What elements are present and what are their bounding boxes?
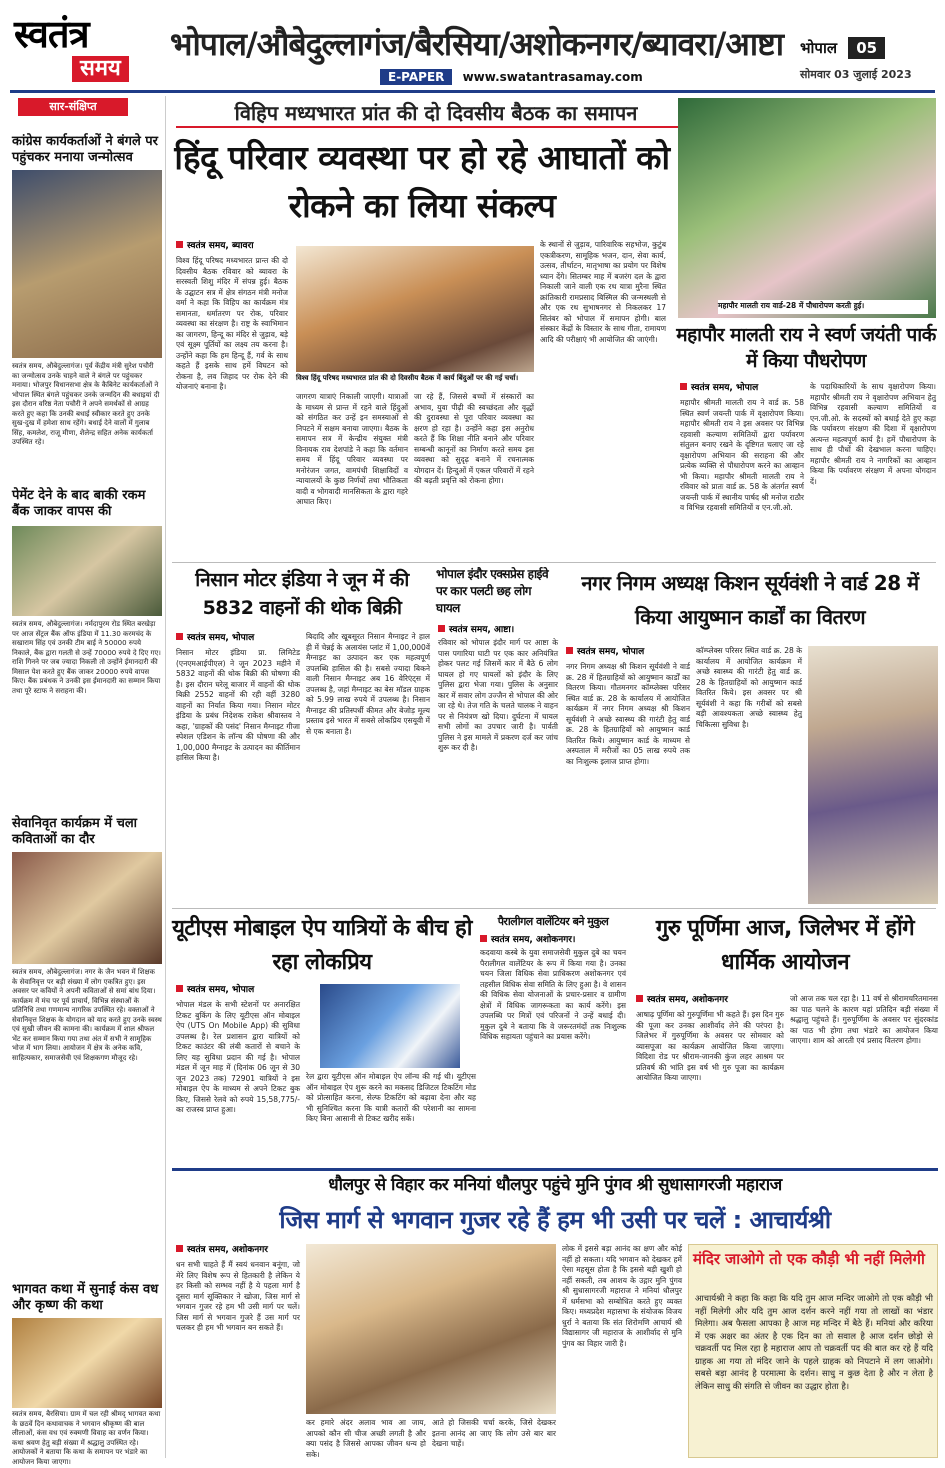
logo-top-text: स्वतंत्र <box>14 11 89 56</box>
brief-text: स्वतंत्र समय, औबेदुल्लागंज। नगर के जैन भवन में शिक्षक के सेवानिवृत्त पर बड़ी संख्या में लोग एकत्रित हुए। इस अवसर पर कवियों ने अपनी कविताओं से समां बांध दिया। कार्यक्रम में मंच पर पूर्व प्राचार्य, विभिन्न संस्थाओं के प्रतिनिधि तथा गणमान्य नागरिक उपस्थित रहे। वक्ताओं ने सेवानिवृत्त शिक्षक के योगदान को याद करते हुए उनके स्वस्थ एवं सुखी जीवन की कामना की। कार्यक्रम में शाल श्रीफल भेंट कर सम्मान किया गया तथा अंत में सभी ने सामूहिक भोज में भाग लिया। आयोजन में क्षेत्र के अनेक कवि, साहित्यकार, समाजसेवी एवं शिक्षकगण मौजूद रहे। <box>12 968 162 1062</box>
brief-text: स्वतंत्र समय, औबेदुल्लागंज। नर्मदापुरम रोड स्थित बरखेड़ा पर आज सेंट्रल बैंक ऑफ इंडिया में 11.30 करमचंद के सखाराम सिंह एवं उनकी टीम बाई ने 50000 रुपये निकाले, बैंक द्वारा गलती से उन्हें 70000 रुपये दे दिए गए। राशि गिनने पर जब ज्यादा निकली तो उन्होंने ईमानदारी की मिसाल पेश करते हुए बैंक जाकर 20000 रुपये वापस किए। बैंक प्रबंधक ने उनकी इस ईमानदारी का सम्मान किया तथा पूरे स्टाफ ने सराहना की। <box>12 620 161 695</box>
paralegal-body: कदवाया कस्बे के युवा समाजसेवी मुकुल दुबे का चयन पैरालीगल वालेंटियर के रूप में किया गया है। उनका चयन जिला विधिक सेवा प्राधिकरण अशोकनगर एवं तहसील विधिक सेवा समिति के लिए हुआ है। वे शासन की विधिक सेवा योजनाओं के प्रचार-प्रसार व ग्रामीण क्षेत्रों में विधिक जागरूकता का कार्य करेंगे। इस उपलब्धि पर मित्रों एवं परिजनों ने उन्हें बधाई दी। मुकुल दुबे ने बताया कि वे जरूरतमंदों तक निःशुल्क विधिक सहायता पहुंचाने का प्रयास करेंगे। <box>480 948 626 1041</box>
ayushman-body-col2: कॉम्प्लेक्स परिसर स्थित वार्ड क्र. 28 के कार्यालय में आयोजित कार्यक्रम में अच्छे स्वास्थ्य की गारंटी हेतु वार्ड क्र. 28 के हितग्राहियों को आयुष्मान कार्ड वितरित किये। इस अवसर पर श्री सूर्यवंशी ने कहा कि गरीबों को सबसे बड़ी आवश्यकता अच्छे स्वास्थ्य हेतु चिकित्सा सुविधा है। <box>696 646 802 729</box>
paralegal-byline: स्वतंत्र समय, अशोकनगर। <box>480 934 626 946</box>
ayushman-photo <box>808 646 938 904</box>
uts-headline: यूटीएस मोबाइल ऐप यात्रियों के बीच हो रहा लोकप्रिय <box>172 916 472 975</box>
lead-body-col3: जा रहे हैं, जिससे बच्चों में संस्कारों का अभाव, युवा पीढ़ी की स्वच्छंदता और वृद्धों की दुरावस्था से पूरा परिवार व्यवस्था का क्षरण हो रहा है। उन्होंने कहा इस अनुरोध करते हैं कि शिक्षा नीति बनाने और परिवार सम्बन्धी कानूनों का निर्माण करते समय इस व्यवस्था को सुदृढ़ बनाने में रचनात्मक योगदान दें। हिन्दुओं में एकल परिवारों में रहने की बढ़ती प्रवृत्ति को रोकना होगा। <box>414 392 534 485</box>
brief-photo <box>12 170 162 358</box>
brief-photo <box>12 1318 162 1408</box>
epaper-bar <box>380 68 800 86</box>
lead-headline: हिंदू परिवार व्यवस्था पर हो रहे आघातों को रोकने का लिया संकल्प <box>174 138 670 225</box>
brief-title: पेमेंट देने के बाद बाकी रकम बैंक जाकर वापस की <box>12 488 146 519</box>
acharya-body-mid2: आते हो जिसकी चर्चा करके, जिसे देखकर इतना आनंद आ जाए कि लोग उसे बार बार देखना चाहें। <box>432 1418 556 1448</box>
acharya-headline: जिस मार्ग से भगवान गुजर रहे हैं हम भी उसी पर चलें : आचार्यश्री <box>279 1206 831 1234</box>
edition-cities: भोपाल/औबेदुल्लागंज/बैरसिया/अशोकनगर/ब्यावरा/आष्टा <box>170 25 784 63</box>
acharya-photo <box>306 1244 556 1414</box>
mayor-body-col1: महापौर श्रीमती मालती राय ने वार्ड क्र. 58 स्थित स्वर्ण जयन्ती पार्क में वृक्षारोपण किया। महापौर श्रीमती राय ने इस अवसर पर विभिन्न रहवासी कल्याण समितियों द्वारा पर्यावरण संतुलन बनाए रखने के दृष्टिगत चलाए जा रहे वृक्षारोपण अभियान की सराहना की और प्रत्येक व्यक्ति से पौधारोपण करने का आव्हान भी किया। महापौर श्रीमती मालती राय ने रविवार को प्रातः वार्ड क्र. 58 के अंतर्गत स्वर्ण जयन्ती पार्क में स्थानीय पार्षद श्री मनोज राठौर व विभिन्न रहवासी समितियों व एन.जी.ओ. <box>680 398 804 512</box>
brief-text: स्वतंत्र समय, बैरसिया। ग्राम में चल रही श्रीमद् भागवत कथा के छठवें दिन कथावाचक ने भगवान श्रीकृष्ण की बाल लीलाओं, कंस वध एवं रुक्मणी विवाह का वर्णन किया। कथा श्रवण हेतु बड़ी संख्या में श्रद्धालु उपस्थित रहे। आयोजकों ने बताया कि कथा के समापन पर भंडारे का आयोजन किया जाएगा। <box>12 1410 161 1466</box>
brief-title: सेवानिवृत कार्यक्रम में चला कविताओं का दौर <box>12 816 138 847</box>
section-divider <box>172 908 936 909</box>
acharya-body-mid: कर हमारे अंदर अलाव भाव आ जाय, आपको कौन सी चीज अच्छी लगती है और क्या पसंद है जिससे आपका जीवन धन्य हो सके। <box>306 1418 426 1459</box>
uts-body-col1: भोपाल मंडल के सभी स्टेशनों पर अनारक्षित टिकट बुकिंग के लिए यूटीएस ऑन मोबाइल ऐप (UTS On Mobile App) की सुविधा उपलब्ध है। रेल प्रशासन द्वारा यात्रियों को टिकट काउंटर की लंबी कतारों से बचाने के लिए यह सुविधा प्रदान की गई है। भोपाल मंडल में जून माह में (दिनांक 06 जून से 30 जून 2023 तक) 72901 यात्रियों ने इस मोबाइल ऐप के माध्यम से अपने टिकट बुक किए, जिससे रेलवे को रुपये 15,58,775/- का राजस्व प्राप्त हुआ। <box>176 1000 300 1114</box>
nissan-headline: निसान मोटर इंडिया ने जून में की 5832 वाहनों की थोक बिक्री <box>195 569 409 619</box>
nissan-body-col2: बिदादि और खूबसूरत निसान मैग्नाइट ने हाल ही में चेन्नई के अलायंस प्लांट में 1,00,000वें मैग्नाइट का उत्पादन कर एक महत्वपूर्ण उपलब्धि हासिल की है। सबसे ज्यादा बिकने वाली निसान मैग्नाइट अब 16 वेरिएंट्स में उपलब्ध है, जहां मैग्नाइट का बेस मॉडल ग्राहक को 5.99 लाख रुपये में उपलब्ध है। निसान मैग्नाइट की प्रतिस्पर्धी कीमत और बेजोड़ मूल्य प्रस्ताव इसे भारत में सबसे लोकप्रिय एसयूवी में से एक बनाता है। <box>306 632 430 736</box>
brief-text: स्वतंत्र समय, औबेदुल्लागंज। पूर्व केंद्रीय मंत्री सुरेश पचौरी का जन्मोत्सव उनके चाहने वाले ने बंगले पर पहुंचकर मनाया। भोजपुर विधानसभा क्षेत्र के कैबिनेट कार्यकर्ताओं ने भोपाल स्थित बंगले पहुंचकर उनके जन्मदिन की बधाइयां दी इस दौरान वरिष्ठ नेता पचौरी ने अपने समर्थकों से आग्रह करते हुए कहा कि उनकी बधाई स्वीकार करते हुए उनके सुख-दुख में हमेशा साथ रहेंगे। बधाई देने वालों में गुलाब सिंह, कमलेश, राजू मीणा, शैलेन्द्र सहित अनेक कार्यकर्ता उपस्थित रहे। <box>12 362 160 446</box>
mayor-photo <box>678 98 936 318</box>
accident-body: रविवार को भोपाल इंदौर मार्ग पर आष्टा के पास पगारिया घाटी पर एक कार अनियंत्रित होकर पलट गई जिसमें कार में बैठे 6 लोग घायल हो गए घायलों को इंदौर के लिए पुलिस द्वारा भेजा गया। पुलिस के अनुसार कार में सवार लोग उज्जैन से भोपाल की ओर जा रहे थे। तेज गति के चलते चालक ने वाहन पर से नियंत्रण खो दिया। दुर्घटना में घायल सभी लोगों का उपचार जारी है। पार्वती पुलिस ने इस मामले में प्रकरण दर्ज कर जांच शुरू कर दी है। <box>438 638 558 752</box>
section-rule <box>172 1168 938 1171</box>
quote-title: मंदिर जाओगे तो एक कौड़ी भी नहीं मिलेगी <box>693 1250 925 1268</box>
nissan-byline: स्वतंत्र समय, भोपाल <box>176 632 296 644</box>
acharya-body-col1: धन सभी चाहते हैं मैं स्वयं धनवान बनूंगा, जो मेरे लिए विशेष रूप से हितकारी है लेकिन ये हर किसी को सम्भव नहीं है ये पहला मार्ग है दूसरा मार्ग सूक्तिकार ने खोजा, जिस मार्ग से भगवान गुजर रहे हम भी उसी मार्ग पर चलें। जिस मार्ग से भगवान गुजरे हैं उस मार्ग पर चलकर ही हम भी भगवान बन सकते हैं। <box>176 1260 300 1332</box>
issue-date: सोमवार 03 जुलाई 2023 <box>800 68 912 81</box>
lead-photo <box>296 246 534 386</box>
website-link[interactable]: www.swatantrasamay.com <box>462 70 643 84</box>
guru-headline: गुरु पूर्णिमा आज, जिलेभर में होंगे धार्मिक आयोजन <box>655 916 915 975</box>
guru-byline: स्वतंत्र समय, अशोकनगर <box>636 994 776 1006</box>
lead-byline: स्वतंत्र समय, ब्यावरा <box>176 240 296 252</box>
uts-body-col2: रेल द्वारा यूटीएस ऑन मोबाइल ऐप लॉन्च की गई थी। यूटीएस ऑन मोबाइल ऐप शुरू करने का मकसद डिजिटल टिकटिंग मोड को प्रोत्साहित करना, सेल्फ टिकटिंग को बढ़ावा देना और यह भी सुनिश्चित करना कि यात्री कतारों की परेशानी का सामना किए बिना आसानी से टिकट खरीद सकें। <box>306 1072 476 1123</box>
sidebar-heading: सार-संक्षिप्त <box>18 98 128 116</box>
epaper-label: E-PAPER <box>380 69 452 85</box>
brief-title: कांग्रेस कार्यकर्ताओं ने बंगले पर पहुंचकर मनाया जन्मोत्सव <box>12 134 158 165</box>
brief-title: भागवत कथा में सुनाई कंस वध और कृष्ण की कथा <box>12 1282 159 1313</box>
page-number: 05 <box>848 37 885 59</box>
section-divider <box>172 562 936 563</box>
guru-body-col1: आषाढ़ पूर्णिमा को गुरुपूर्णिमा भी कहते हैं। इस दिन गुरु की पूजा कर उनका आशीर्वाद लेने की परंपरा है। जिलेभर में गुरुपूर्णिमा के अवसर पर सोमवार को व्यासपूजा का कार्यक्रम आयोजित किया जाएगा। विदिशा रोड पर श्रीराम-जानकी कुंज लहर आश्रम पर प्रतिवर्ष की भांति इस वर्ष भी गुरु पूजा का कार्यक्रम आयोजित किया जाएगा। <box>636 1010 784 1082</box>
acharya-body-col2: लोक में इससे बड़ा आनंद का क्षण और कोई नहीं हो सकता। यदि भगवान को देखकर हमें ऐसा महसूस होता है कि इससे बड़ी खुशी हो नहीं सकती, तब आशय के उद्गार मुनि पुंगव श्री सुधासागरजी महाराज ने मनियां धौलपुर में धर्मसभा को सम्बोधित करते हुए व्यक्त किए। मध्यप्रदेश महासभा के संयोजक विजय धुर्रा ने बताया कि संत शिरोमणि आचार्य श्री विद्यासागर जी महाराज के आशीर्वाद से मुनि पुंगव का विहार जारी है। <box>562 1244 682 1348</box>
masthead-divider <box>10 90 935 93</box>
accident-headline: भोपाल इंदौर एक्सप्रेस हाईवे पर कार पलटी छह लोग घायल <box>436 567 549 615</box>
uts-byline: स्वतंत्र समय, भोपाल <box>176 984 296 996</box>
ayushman-body-col1: नगर निगम अध्यक्ष श्री किशन सूर्यवंशी ने वार्ड क्र. 28 में हितग्राहियों को आयुष्मान कार्डों का वितरण किया। गौतमनगर कॉम्प्लेक्स परिसर स्थित वार्ड क्र. 28 के कार्यालय में आयोजित कार्यक्रम में नगर निगम अध्यक्ष श्री किशन सूर्यवंशी ने अच्छे स्वास्थ्य की गारंटी हेतु वार्ड क्र. 28 के हितग्राहियों को आयुष्मान कार्ड वितरित किये। आयुष्मान कार्ड के माध्यम से अस्पताल में मरीजों का 05 लाख रुपये तक का निःशुल्क इलाज प्राप्त होगा। <box>566 662 690 766</box>
lead-body-col2: जागरण यात्राएं निकाली जाएगी। यात्राओं के माध्यम से प्रान्त में रहने वाले हिंदुओं को संगठित कर उन्हें इन समस्याओं से निपटने में सक्षम बनाया जाएगा। बैठक के समापन सत्र में केन्द्रीय संयुक्त मंत्री विनायक राव देशपांडे ने कहा कि वर्तमान समय में हिंदू परिवार व्यवस्था पर मनोरंजन जगत, वामपंथी शिक्षाविदों व न्यायालयों के कुछ निर्णयों तथा भौतिकता वादी व भोगवादी मानसिकता के द्वारा गहरे आघात किए। <box>296 392 408 506</box>
brief-photo <box>12 852 162 964</box>
mayor-byline: स्वतंत्र समय, भोपाल <box>680 382 800 394</box>
lead-kicker: विहिप मध्यभारत प्रांत की दो दिवसीय बैठक का समापन <box>176 98 696 128</box>
ayushman-headline: नगर निगम अध्यक्ष किशन सूर्यवंशी ने वार्ड 28 में किया आयुष्मान कार्डों का वितरण <box>581 571 919 629</box>
logo-bottom-text: समय <box>72 56 129 82</box>
edition-badge <box>800 34 920 62</box>
quote-box <box>688 1244 938 1458</box>
ayushman-byline: स्वतंत्र समय, भोपाल <box>566 646 686 658</box>
lead-body-col4: के स्थानों से जुड़ाव, पारिवारिक सहभोज, कुटुंब एकत्रीकरण, सामूहिक भजन, दान, सेवा कार्य, उत्सव, तीर्थाटन, मातृभाषा का प्रयोग पर विशेष ध्यान देंगे। सितम्बर माह में बजरंग दल के द्वारा निकाली जाने वाली एक रथ यात्रा मुरैना स्थित क्रांतिकारी रामप्रसाद बिस्मिल की जन्मस्थली से और एक रथ सुभाषनगर से निकलकर 17 सितंबर को भोपाल में समापन होगी। बाल संस्कार केंद्रों के विस्तार के साथ गीता, रामायण आदि की परीक्षाएं भी आयोजित की जाएंगी। <box>540 240 666 344</box>
brief-photo <box>12 526 162 616</box>
uts-app-photo <box>320 984 460 1068</box>
quote-text: आचार्यश्री ने कहा कि कहा कि यदि तुम आज मन्दिर जाओगे तो एक कौड़ी भी नहीं मिलेगी और यदि तुम आज दर्शन करने नहीं गया तो लाखों का भंडार मिलेगा। अब फैसला आपका है आज मह मन्दिर में बैठे हैं। मनियां और करिया में एक अक्षर का अंतर है एक दिन का तो सवाल है आज दर्शन छोड़ो से चक्रवर्ती पद मिल रहा है महाराज आप तो चक्रवर्ती पद की बात कर रहे हैं यदि ग्राहक आ गया तो मंदिर जाने के पहले ग्राहक को निपटाने में लग जाओगे। सबसे बड़ा आनंद है परमात्मा के दर्शन। साधु न कुछ देता है और न लेता है लेकिन साधु की संगति से जीवन का उद्धार होता है। <box>695 1294 933 1392</box>
lead-caption: विश्व हिंदू परिषद मध्यभारत प्रांत की दो दिवसीय बैठक में कार्य बिंदुओं पर की गई चर्चा। <box>296 372 534 386</box>
mayor-body-col2: के पदाधिकारियों के साथ वृक्षारोपण किया। महापौर श्रीमती राय ने वृक्षारोपण अभियान हेतु विभिन्न रहवासी कल्याण समितियों व एन.जी.ओ. के सदस्यों को बधाई देते हुए कहा कि पर्यावरण संरक्षण की दिशा में वृक्षारोपण अत्यन्त महत्वपूर्ण कार्य है। हमें पौधारोपण के साथ ही पौधों की देखभाल करना चाहिए। महापौर श्रीमती राय ने नागरिकों का आव्हान किया कि पर्यावरण संरक्षण में अपना योगदान दें। <box>810 382 936 486</box>
dholpur-kicker: धौलपुर से विहार कर मनियां धौलपुर पहुंचे मुनि पुंगव श्री सुधासागरजी महाराज <box>328 1175 782 1195</box>
sidebar-briefs <box>10 96 166 1466</box>
newspaper-logo <box>14 11 152 88</box>
paralegal-headline: पैरालीगल वालेंटियर बने मुकुल <box>497 915 609 928</box>
lead-body-col1: विश्व हिंदू परिषद मध्यभारत प्रान्त की दो दिवसीय बैठक रविवार को ब्यावरा के सरस्वती शिशु मंदिर में संपन्न हुई। बैठक के उद्घाटन सत्र में क्षेत्र संगठन मंत्री मनोज वर्मा ने कहा कि विहिप का कार्यक्रम मंत्र समानता, धर्मातरण पर रोक, परिवार व्यवस्था का संरक्षण है। राष्ट्र के स्वाभिमान का जागरण, हिन्दू का मंदिर से जुड़ाव, बड़े एवं सूक्ष्म पूर्तियों का लक्ष्य तय करना है। उन्होंने कहा कि हम हिन्दू हैं, गर्व के साथ कहते हैं इसके साथ हमें विघटन को रोकना है, लव जिहाद पर रोक देने की योजनाएं बनाना है। <box>176 256 288 391</box>
accident-byline: स्वतंत्र समय, आष्टा। <box>438 624 558 636</box>
mayor-headline: महापौर मालती राय ने स्वर्ण जयंती पार्क में किया पौधरोपण <box>676 324 936 372</box>
guru-body-col2: जो आज तक चल रहा है। 11 वर्ष से श्रीरामचरितमानस का पाठ चलने के कारण यहां प्रतिदिन बड़ी संख्या में श्रद्धालु पहुंचते हैं। गुरुपूर्णिमा के अवसर पर सुंदरकांड का पाठ भी होगा तथा भंडारे का आयोजन किया जाएगा। शाम को आरती एवं प्रसाद वितरण होगा। <box>790 994 938 1045</box>
edition-name: भोपाल <box>800 39 838 57</box>
mayor-caption: महापौर मालती राय वार्ड-28 में पौधारोपण करती हुई। <box>718 300 928 314</box>
acharya-byline: स्वतंत्र समय, अशोकनगर <box>176 1244 316 1256</box>
nissan-body-col1: निसान मोटर इंडिया प्रा. लिमिटेड (एनएमआईपीएल) ने जून 2023 महीने में 5832 वाहनों की थोक बिक्री की घोषणा की है। इस दौरान घरेलू बाजार में वाहनों की थोक बिक्री 2552 वाहनों की रही वहीं 3280 वाहनों का निर्यात किया गया। निसान मोटर इंडिया के प्रबंध निदेशक राकेश श्रीवास्तव ने कहा, 'ग्राहकों की पसंद' निसान मैग्नाइट गीजा स्पेशल एडिशन के लॉन्च की घोषणा की और 1,00,000 मैग्नाइट के उत्पादन का कीर्तिमान हासिल किया है। <box>176 648 300 762</box>
